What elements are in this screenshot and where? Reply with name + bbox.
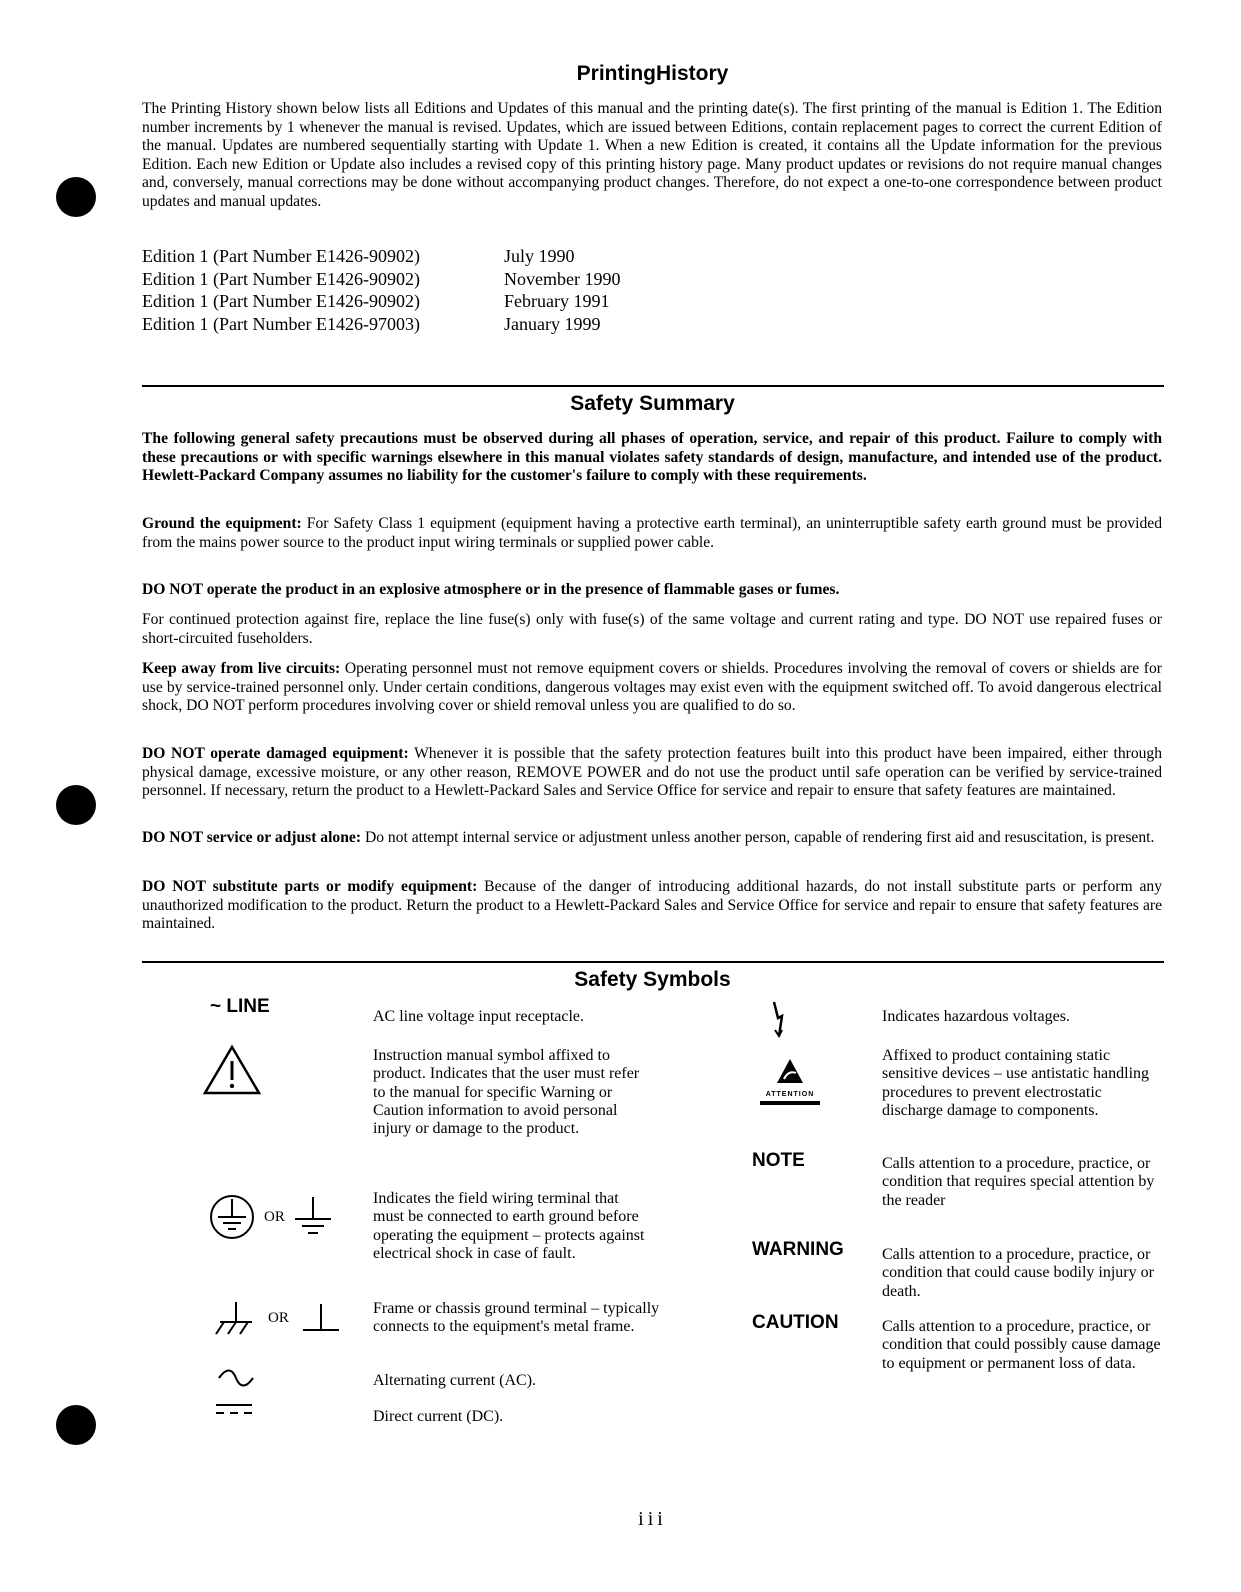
damaged-equipment-text: Whenever it is possible that the safety protection features built into this product have been impaired, either through physical damage, excessive moisture, or any other reason, REMOVE POWER and do not use the product until safe operation can be verified by service-trained personnel. If necessary, return the product to a Hewlett-Packard Sales and Service Office for service and repair to ensure that safety features are maintained. <box>142 745 1163 800</box>
static-sensitive-symbol <box>752 1057 828 1105</box>
safety-summary-heading: Safety Summary <box>570 392 735 415</box>
static-sensitive-caption-bar <box>760 1101 820 1105</box>
safety-symbols-heading: Safety Symbols <box>574 968 731 991</box>
service-alone-title: DO NOT service or adjust alone: <box>142 829 362 846</box>
section-divider <box>142 385 1164 387</box>
edition-part: Edition 1 (Part Number E1426-97003) <box>142 313 420 334</box>
edition-date: November 1990 <box>504 268 621 289</box>
printing-history-heading: PrintingHistory <box>576 62 729 85</box>
substitute-parts-paragraph <box>142 878 1162 934</box>
section-divider <box>142 961 1164 963</box>
warning-label: WARNING <box>752 1239 844 1260</box>
printing-history-intro: The Printing History shown below lists all Editions and Updates of this manual and the printing date(s). The first printing of the manual is Edition 1. The Edition number increments by 1 whenever the manual is revised. Updates, which are issued between Editions, contain replacement pages to correct the current Edition of the manual. Updates are numbered sequentially starting with Update 1. When a new Edition is created, it contains all the Update information for the previous Edition. Each new Edition or Update also includes a revised copy of this printing history page. Many product updates or revisions do not require manual changes and, conversely, manual corrections may be done without accompanying product changes. Therefore, do not expect a one-to-one correspondence between product updates and manual updates. <box>142 100 1162 210</box>
note-label: NOTE <box>752 1150 805 1171</box>
or-text: OR <box>268 1309 289 1326</box>
caution-label: CAUTION <box>752 1312 839 1333</box>
or-text: OR <box>264 1208 285 1225</box>
warning-description: Calls attention to a procedure, practice, or condition that could cause bodily injury or death. <box>882 1246 1154 1300</box>
edition-date: July 1990 <box>504 246 575 266</box>
edition-row <box>142 313 620 336</box>
live-circuits-text: Operating personnel must not remove equipment covers or shields. Procedures involving the removal of covers or shields are for use by service-trained personnel only. Under certain conditions, dangerous voltages may exist even with the equipment switched off. To avoid dangerous electrical shock, DO NOT perform procedures involving cover or shield removal unless you are qualified to do so. <box>142 660 1162 715</box>
line-label: ~ LINE <box>210 996 270 1017</box>
line-description: AC line voltage input receptacle. <box>373 1008 585 1025</box>
instruction-manual-description: Instruction manual symbol affixed to product. Indicates that the user must refer to the manual for specific Warning or Caution information to avoid personal injury or damage to the product. <box>373 1047 640 1138</box>
static-sensitive-description: Affixed to product containing static sensitive devices – use antistatic handling procedures to prevent electrostatic discharge damage to components. <box>882 1047 1150 1119</box>
damaged-equipment-paragraph <box>142 745 1162 801</box>
protective-earth-icon <box>208 1193 256 1241</box>
punch-hole <box>56 177 96 217</box>
edition-date: January 1999 <box>504 313 601 334</box>
caution-description: Calls attention to a procedure, practice, or condition that could possibly cause damage to equipment or permanent loss of data. <box>882 1318 1161 1372</box>
live-circuits-paragraph <box>142 660 1162 716</box>
safety-summary-intro: The following general safety precautions must be observed during all phases of operation, service, and repair of this product. Failure to comply with these precautions or with specific warnings elsewhere in this manual violates safety standards of design, manufacture, and intended use of the product. Hewlett-Packard Company assumes no liability for the customer's failure to comply with these requirements. <box>142 430 1162 485</box>
chassis-ground-symbol <box>212 1300 341 1336</box>
service-alone-text: Do not attempt internal service or adjustment unless another person, capable of rendering first aid and resuscitation, is present. <box>364 829 1155 846</box>
note-description: Calls attention to a procedure, practice, or condition that requires special attention by the reader <box>882 1155 1155 1209</box>
protective-earth-description: Indicates the field wiring terminal that must be connected to earth ground before operating the equipment – protects against electrical shock in case of fault. <box>373 1190 645 1262</box>
punch-hole <box>56 785 96 825</box>
substitute-parts-title: DO NOT substitute parts or modify equipment: <box>142 878 478 895</box>
service-alone-paragraph <box>142 829 1162 848</box>
edition-date: February 1991 <box>504 291 610 311</box>
ground-equipment-title: Ground the equipment: <box>142 515 302 532</box>
direct-current-description: Direct current (DC). <box>373 1408 504 1425</box>
frame-terminal-icon <box>301 1300 341 1336</box>
alternating-current-description: Alternating current (AC). <box>373 1372 537 1389</box>
protective-earth-symbol <box>208 1193 333 1241</box>
fuse-paragraph: For continued protection against fire, replace the line fuse(s) only with fuse(s) of the same voltage and current rating and type. DO NOT use repaired fuses or short-circuited fuseholders. <box>142 611 1162 647</box>
edition-part: Edition 1 (Part Number E1426-90902) <box>142 291 420 311</box>
instruction-manual-triangle-icon <box>202 1044 262 1096</box>
edition-list <box>142 245 620 335</box>
ground-equipment-paragraph <box>142 515 1162 552</box>
substitute-parts-text: Because of the danger of introducing additional hazards, do not install substitute parts or perform any unauthorized modification to the product. Return the product to a Hewlett-Packard Sales and Service Office for service and repair to ensure that safety features are maintained. <box>142 878 1163 933</box>
direct-current-icon <box>214 1402 254 1416</box>
page-number: iii <box>638 1508 667 1530</box>
earth-ground-icon <box>293 1195 333 1239</box>
live-circuits-title: Keep away from live circuits: <box>142 660 341 677</box>
hazardous-voltage-description: Indicates hazardous voltages. <box>882 1008 1070 1025</box>
punch-hole <box>56 1405 96 1445</box>
attention-caption: ATTENTION <box>765 1091 815 1098</box>
damaged-equipment-title: DO NOT operate damaged equipment: <box>142 745 409 762</box>
explosive-atmosphere-warning: DO NOT operate the product in an explosive atmosphere or in the presence of flammable gases or fumes. <box>142 581 840 598</box>
chassis-ground-description: Frame or chassis ground terminal – typically connects to the equipment's metal frame. <box>373 1300 660 1336</box>
ground-equipment-text: For Safety Class 1 equipment (equipment having a protective earth terminal), an uninterruptible safety earth ground must be provided from the mains power source to the product input wiring terminals or supplied power cable. <box>142 515 1162 551</box>
chassis-ground-icon <box>212 1300 256 1336</box>
edition-row <box>142 268 620 291</box>
static-sensitive-icon <box>775 1057 805 1085</box>
alternating-current-icon <box>216 1368 256 1388</box>
edition-part: Edition 1 (Part Number E1426-90902) <box>142 246 420 266</box>
edition-part: Edition 1 (Part Number E1426-90902) <box>142 268 420 289</box>
edition-row <box>142 245 620 268</box>
hazardous-voltage-icon <box>770 1000 786 1038</box>
edition-row <box>142 290 620 313</box>
